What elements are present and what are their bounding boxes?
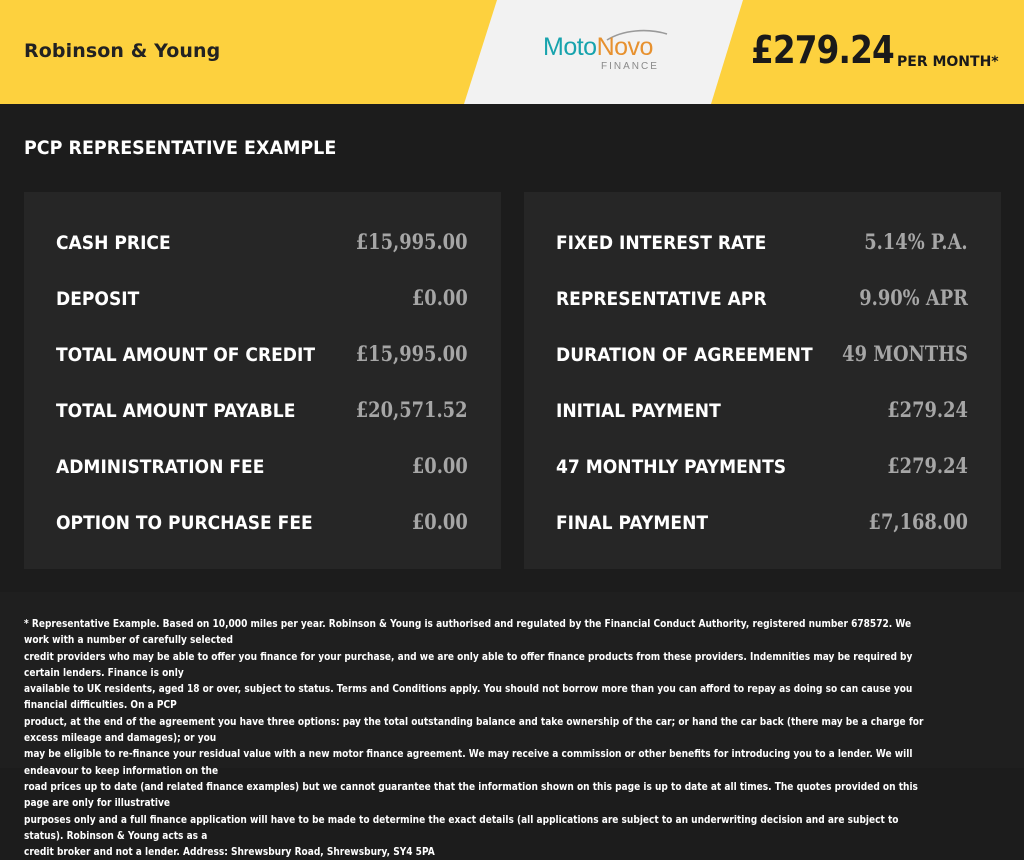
disclaimer-line: may be eligible to re-finance your residual value with a new motor finance agreement. We may receive a commission or other benefits for introducing you to a lender. We will endeavour to keep information on the — [24, 748, 913, 777]
disclaimer-line: available to UK residents, aged 18 or over, subject to status. Terms and Conditions apply. You should not borrow more than you can afford to repay as doing so can cause you financial difficulties. On a PCP — [24, 683, 913, 712]
row-value: 9.90% APR — [859, 285, 968, 310]
finance-row — [556, 229, 968, 262]
row-label: CASH PRICE — [56, 232, 171, 254]
section-title: PCP REPRESENTATIVE EXAMPLE — [24, 137, 337, 159]
finance-row — [56, 453, 468, 486]
finance-row — [556, 285, 968, 318]
finance-row — [556, 509, 968, 542]
dealer-name: Robinson & Young — [24, 40, 221, 62]
finance-row — [556, 453, 968, 486]
row-label: FIXED INTEREST RATE — [556, 232, 767, 254]
finance-row — [56, 509, 468, 542]
row-label: FINAL PAYMENT — [556, 512, 709, 534]
disclaimer-line: credit broker and not a lender. Address: Shrewsbury Road, Shrewsbury, SY4 5PA — [24, 846, 435, 859]
header-bar — [0, 0, 1024, 104]
disclaimer-text — [24, 616, 936, 860]
finance-details-card-left — [24, 192, 501, 569]
finance-row — [556, 341, 968, 374]
logo-novo-text: Novo — [596, 33, 653, 61]
row-value: £0.00 — [412, 453, 468, 478]
row-label: ADMINISTRATION FEE — [56, 456, 265, 478]
monthly-price: £279.24 — [751, 28, 894, 72]
disclaimer-line: product, at the end of the agreement you have three options: pay the total outstanding balance and take ownership of the car; or hand the car back (there may be a charge for excess mileage and damages); or you — [24, 715, 924, 745]
row-value: 5.14% P.A. — [864, 229, 968, 254]
row-value: 49 MONTHS — [842, 341, 968, 366]
row-label: DURATION OF AGREEMENT — [556, 344, 813, 366]
row-value: £15,995.00 — [356, 341, 468, 366]
row-value: £0.00 — [412, 509, 468, 534]
disclaimer-line: road prices up to date (and related finance examples) but we cannot guarantee that the information shown on this page is up to date at all times. The quotes provided on this page are only for illustrative — [24, 780, 918, 810]
finance-details-card-right — [524, 192, 1001, 569]
per-month-label: PER MONTH* — [897, 54, 999, 70]
row-label: REPRESENTATIVE APR — [556, 288, 767, 310]
logo-subtitle: FINANCE — [601, 61, 659, 72]
finance-row — [556, 397, 968, 430]
row-label: DEPOSIT — [56, 288, 140, 310]
disclaimer-line: credit providers who may be able to offer you finance for your purchase, and we are only able to offer finance products from these providers. Indemnities may be required by certain lenders. Finance is only — [24, 650, 913, 679]
row-value: £20,571.52 — [356, 397, 468, 422]
row-label: INITIAL PAYMENT — [556, 400, 721, 422]
disclaimer-line: purposes only and a full finance application will have to be made to determine the exact details (all applications are subject to an underwriting decision and are subject to status). Robinson & Young acts as a — [24, 813, 899, 842]
finance-row — [56, 341, 468, 374]
finance-row — [56, 285, 468, 318]
row-value: £15,995.00 — [356, 229, 468, 254]
row-value: £279.24 — [887, 397, 968, 422]
finance-row — [56, 229, 468, 262]
motonovo-logo — [543, 30, 667, 78]
logo-moto-text: Moto — [543, 33, 597, 61]
row-value: £7,168.00 — [868, 509, 968, 534]
disclaimer-line: * Representative Example. Based on 10,000 miles per year. Robinson & Young is authorised and regulated by the Financial Conduct Authority, registered number 678572. We work with a number of carefully selected — [24, 618, 912, 647]
row-label: TOTAL AMOUNT OF CREDIT — [56, 344, 316, 366]
finance-row — [56, 397, 468, 430]
logo-wordmark — [543, 35, 653, 60]
row-label: TOTAL AMOUNT PAYABLE — [56, 400, 296, 422]
row-value: £0.00 — [412, 285, 468, 310]
row-label: OPTION TO PURCHASE FEE — [56, 512, 313, 534]
row-label: 47 MONTHLY PAYMENTS — [556, 456, 787, 478]
row-value: £279.24 — [887, 453, 968, 478]
